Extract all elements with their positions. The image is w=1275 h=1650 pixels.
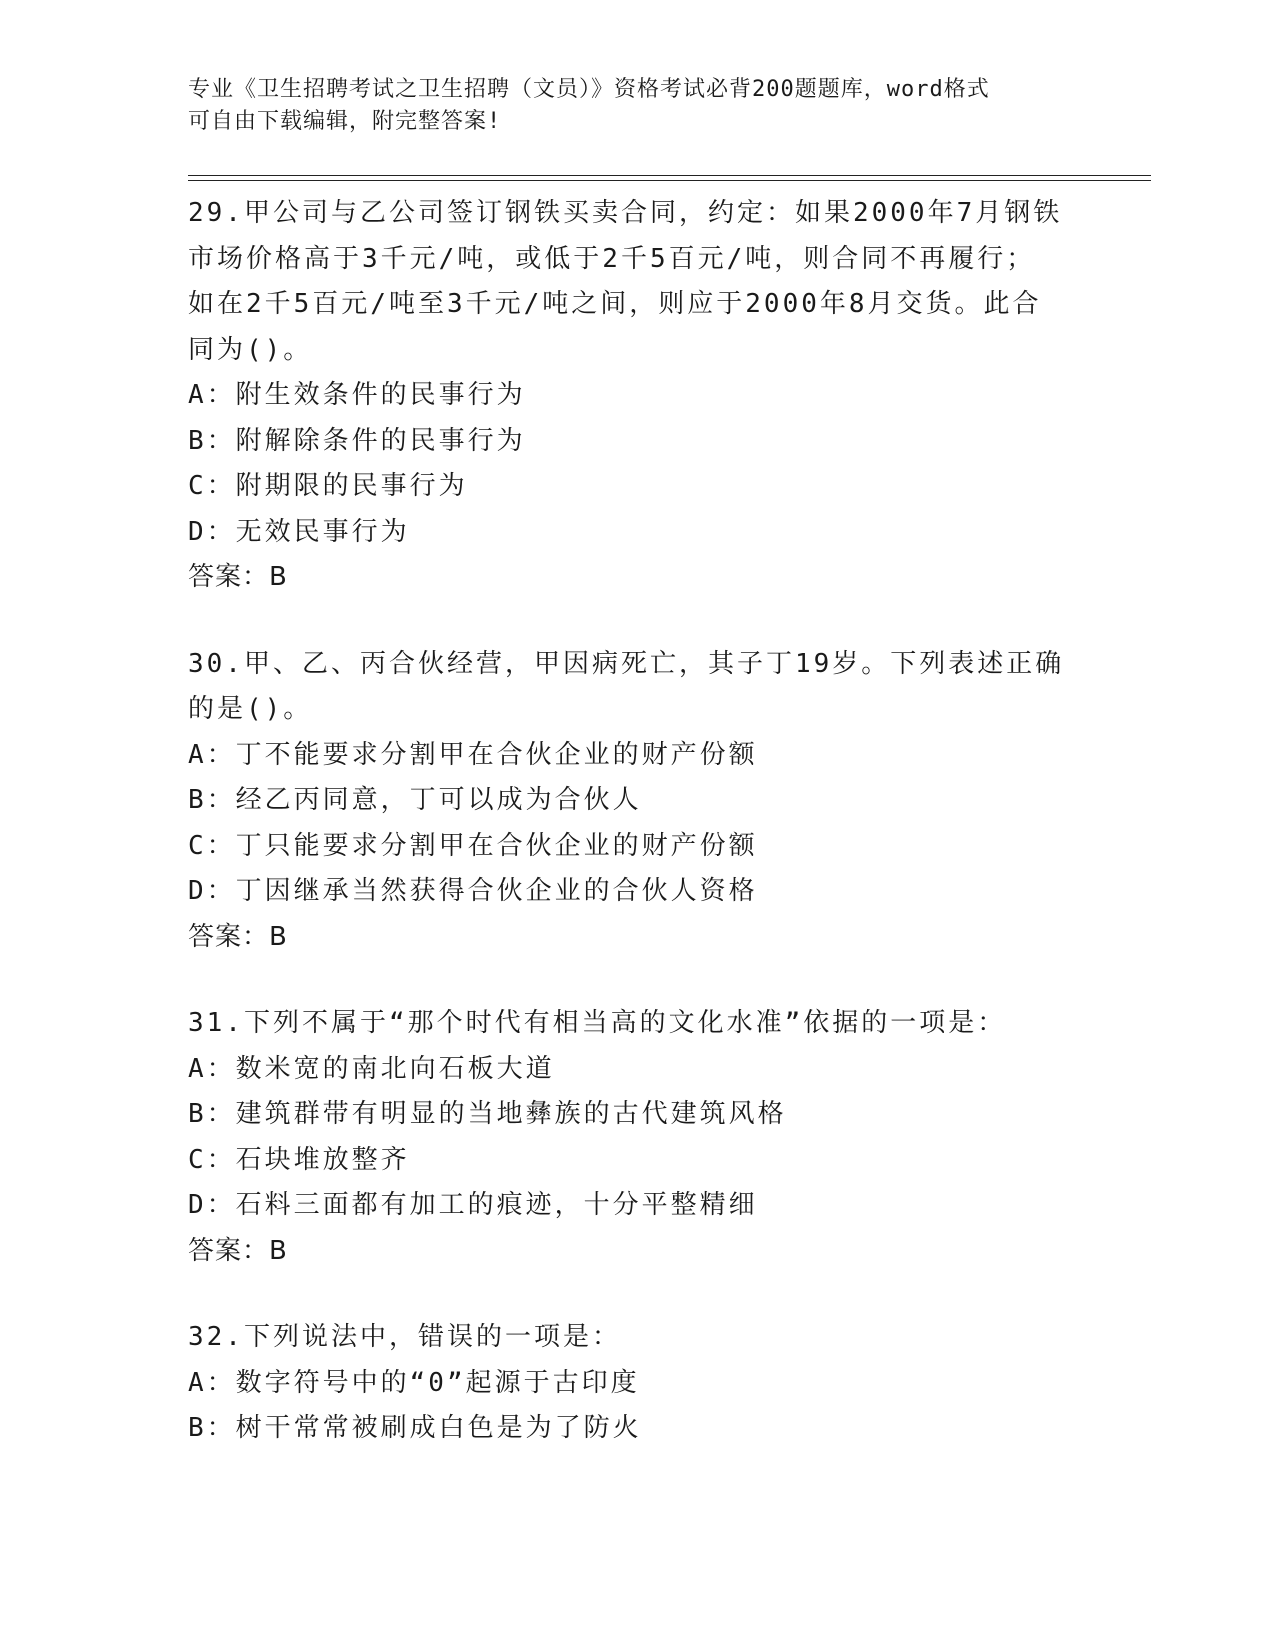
- header-line-2: 可自由下载编辑，附完整答案!: [188, 109, 502, 134]
- question-30: [188, 642, 1088, 961]
- option-a: A：数米宽的南北向石板大道: [188, 1053, 555, 1084]
- question-text-line: 市场价格高于3千元/吨，或低于2千5百元/吨，则合同不再履行；: [188, 243, 1036, 274]
- option-a: A：附生效条件的民事行为: [188, 380, 526, 410]
- question-text-line: 如在2千5百元/吨至3千元/吨之间，则应于2000年8月交货。此合: [188, 289, 1042, 319]
- question-29: [188, 191, 1088, 601]
- option-d: D：无效民事行为: [188, 516, 410, 547]
- question-text-line: 31.下列不属于“那个时代有相当高的文化水准”依据的一项是：: [188, 1008, 1007, 1038]
- header-divider: [188, 175, 1151, 181]
- question-text-line: 32.下列说法中，错误的一项是：: [188, 1322, 621, 1352]
- option-d: D：石料三面都有加工的痕迹，十分平整精细: [188, 1190, 758, 1220]
- option-d: D：丁因继承当然获得合伙企业的合伙人资格: [188, 876, 758, 906]
- option-c: C：丁只能要求分割甲在合伙企业的财产份额: [188, 830, 758, 861]
- option-c: C：附期限的民事行为: [188, 471, 468, 501]
- header-line-1: 专业《卫生招聘考试之卫生招聘（文员）》资格考试必背200题题库，word格式: [188, 77, 990, 102]
- answer-label: 答案：B: [188, 562, 288, 592]
- document-header: [188, 74, 1068, 138]
- question-32: [188, 1315, 1088, 1452]
- question-text-line: 30.甲、乙、丙合伙经营，甲因病死亡，其子丁19岁。下列表述正确: [188, 648, 1065, 679]
- option-c: C：石块堆放整齐: [188, 1144, 410, 1175]
- option-b: B：附解除条件的民事行为: [188, 425, 526, 456]
- option-a: A：数字符号中的“0”起源于古印度: [188, 1367, 640, 1398]
- question-list: [188, 191, 1088, 1493]
- answer-label: 答案：B: [188, 1235, 288, 1266]
- question-text-line: 同为()。: [188, 334, 313, 365]
- option-b: B：经乙丙同意，丁可以成为合伙人: [188, 785, 642, 815]
- option-b: B：建筑群带有明显的当地彝族的古代建筑风格: [188, 1099, 787, 1129]
- question-31: [188, 1001, 1088, 1274]
- question-text-line: 的是()。: [188, 694, 313, 724]
- question-text-line: 29.甲公司与乙公司签订钢铁买卖合同，约定：如果2000年7月钢铁: [188, 198, 1063, 228]
- option-b: B：树干常常被刷成白色是为了防火: [188, 1413, 642, 1443]
- option-a: A：丁不能要求分割甲在合伙企业的财产份额: [188, 739, 758, 770]
- answer-label: 答案：B: [188, 921, 288, 952]
